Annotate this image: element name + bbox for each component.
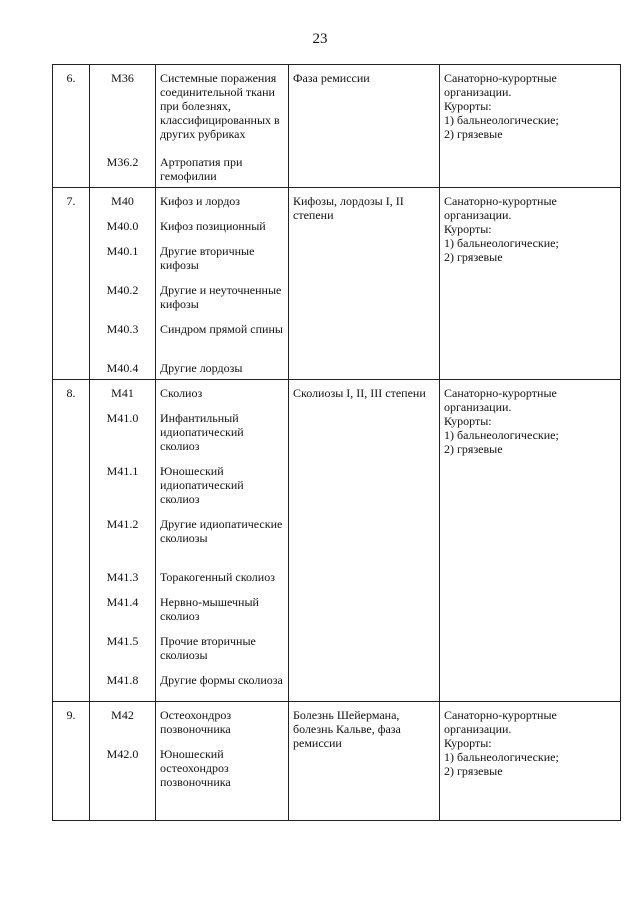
table-row (53, 702, 621, 821)
diagnosis-name: Синдром прямой спины (160, 322, 283, 336)
icd-code: M42.0 (106, 747, 139, 761)
sanatorium-indications-table (52, 64, 621, 821)
diagnosis-name: Другие идиопатические сколиозы (160, 517, 283, 545)
icd-code: M41.4 (106, 595, 139, 609)
treatment-text: Санаторно-курортные организации. Курорты: 1) бальнеологические; 2) грязевые (444, 386, 559, 456)
row-number-cell (53, 380, 90, 702)
phase-text: Фаза ремиссии (293, 71, 370, 85)
treatment-text: Санаторно-курортные организации. Курорты: 1) бальнеологические; 2) грязевые (444, 194, 559, 264)
row-number: 7. (66, 194, 76, 208)
diagnosis-name: Прочие вторичные сколиозы (160, 634, 256, 662)
diagnosis-name: Другие лордозы (160, 361, 243, 375)
treatment-cell (440, 188, 621, 380)
phase-text: Сколиозы I, II, III степени (293, 386, 426, 400)
table-row (53, 188, 621, 380)
icd-code: M40.0 (106, 219, 139, 233)
icd-code: M40.3 (106, 322, 139, 336)
diagnosis-name: Системные поражения соединительной ткани при болезнях, классифицированных в других рубриках (160, 71, 280, 141)
icd-code: M36 (111, 71, 134, 85)
diagnosis-name: Сколиоз (160, 386, 203, 400)
diagnosis-cell (156, 188, 289, 380)
diagnosis-name: Юношеский остеохондроз позвоночника (160, 747, 231, 789)
icd-code: M41.5 (106, 634, 139, 648)
icd-code: M41 (111, 386, 134, 400)
diagnosis-name: Артропатия при гемофилии (160, 155, 243, 183)
diagnosis-name: Кифоз позиционный (160, 219, 266, 233)
phase-cell (289, 65, 440, 188)
icd-code: M41.0 (106, 411, 139, 425)
diagnosis-name: Другие вторичные кифозы (160, 244, 255, 272)
phase-cell (289, 380, 440, 702)
diagnosis-cell (156, 380, 289, 702)
diagnosis-cell (156, 65, 289, 188)
icd-code: M40.2 (106, 283, 139, 297)
row-number: 8. (66, 386, 76, 400)
table-row (53, 65, 621, 188)
diagnosis-name: Кифоз и лордоз (160, 194, 241, 208)
row-number-cell (53, 702, 90, 821)
icd-code: M41.1 (106, 464, 139, 478)
icd-code-cell (90, 380, 156, 702)
icd-code: M40.4 (106, 361, 139, 375)
diagnosis-name: Инфантильный идиопатический сколиоз (160, 411, 244, 453)
phase-text: Кифозы, лордозы I, II степени (293, 194, 404, 222)
spacer (94, 85, 151, 155)
treatment-cell (440, 702, 621, 821)
treatment-cell (440, 380, 621, 702)
icd-code: M36.2 (106, 155, 139, 169)
icd-code-cell (90, 188, 156, 380)
icd-code: M41.2 (106, 517, 139, 531)
treatment-text: Санаторно-курортные организации. Курорты: 1) бальнеологические; 2) грязевые (444, 708, 559, 778)
table-row (53, 380, 621, 702)
row-number: 6. (66, 71, 76, 85)
treatment-cell (440, 65, 621, 188)
icd-code: M41.8 (106, 673, 139, 687)
phase-cell (289, 702, 440, 821)
icd-code: M40 (111, 194, 134, 208)
treatment-text: Санаторно-курортные организации. Курорты: 1) бальнеологические; 2) грязевые (444, 71, 559, 141)
phase-cell (289, 188, 440, 380)
row-number: 9. (66, 708, 76, 722)
diagnosis-name: Нервно-мышечный сколиоз (160, 595, 259, 623)
icd-code-cell (90, 65, 156, 188)
row-number-cell (53, 188, 90, 380)
phase-text: Болезнь Шейермана, болезнь Кальве, фаза ремиссии (293, 708, 401, 750)
icd-code-cell (90, 702, 156, 821)
table-container (52, 64, 619, 821)
icd-code: M41.3 (106, 570, 139, 584)
icd-code: M40.1 (106, 244, 139, 258)
diagnosis-name: Юношеский идиопатический сколиоз (160, 464, 244, 506)
diagnosis-name: Остеохондроз позвоночника (160, 708, 232, 736)
diagnosis-name: Торакогенный сколиоз (160, 570, 275, 584)
page-number: 23 (312, 31, 328, 47)
diagnosis-name: Другие формы сколиоза (160, 673, 283, 687)
row-number-cell (53, 65, 90, 188)
icd-code: M42 (111, 708, 134, 722)
diagnosis-name: Другие и неуточненные кифозы (160, 283, 282, 311)
diagnosis-cell (156, 702, 289, 821)
